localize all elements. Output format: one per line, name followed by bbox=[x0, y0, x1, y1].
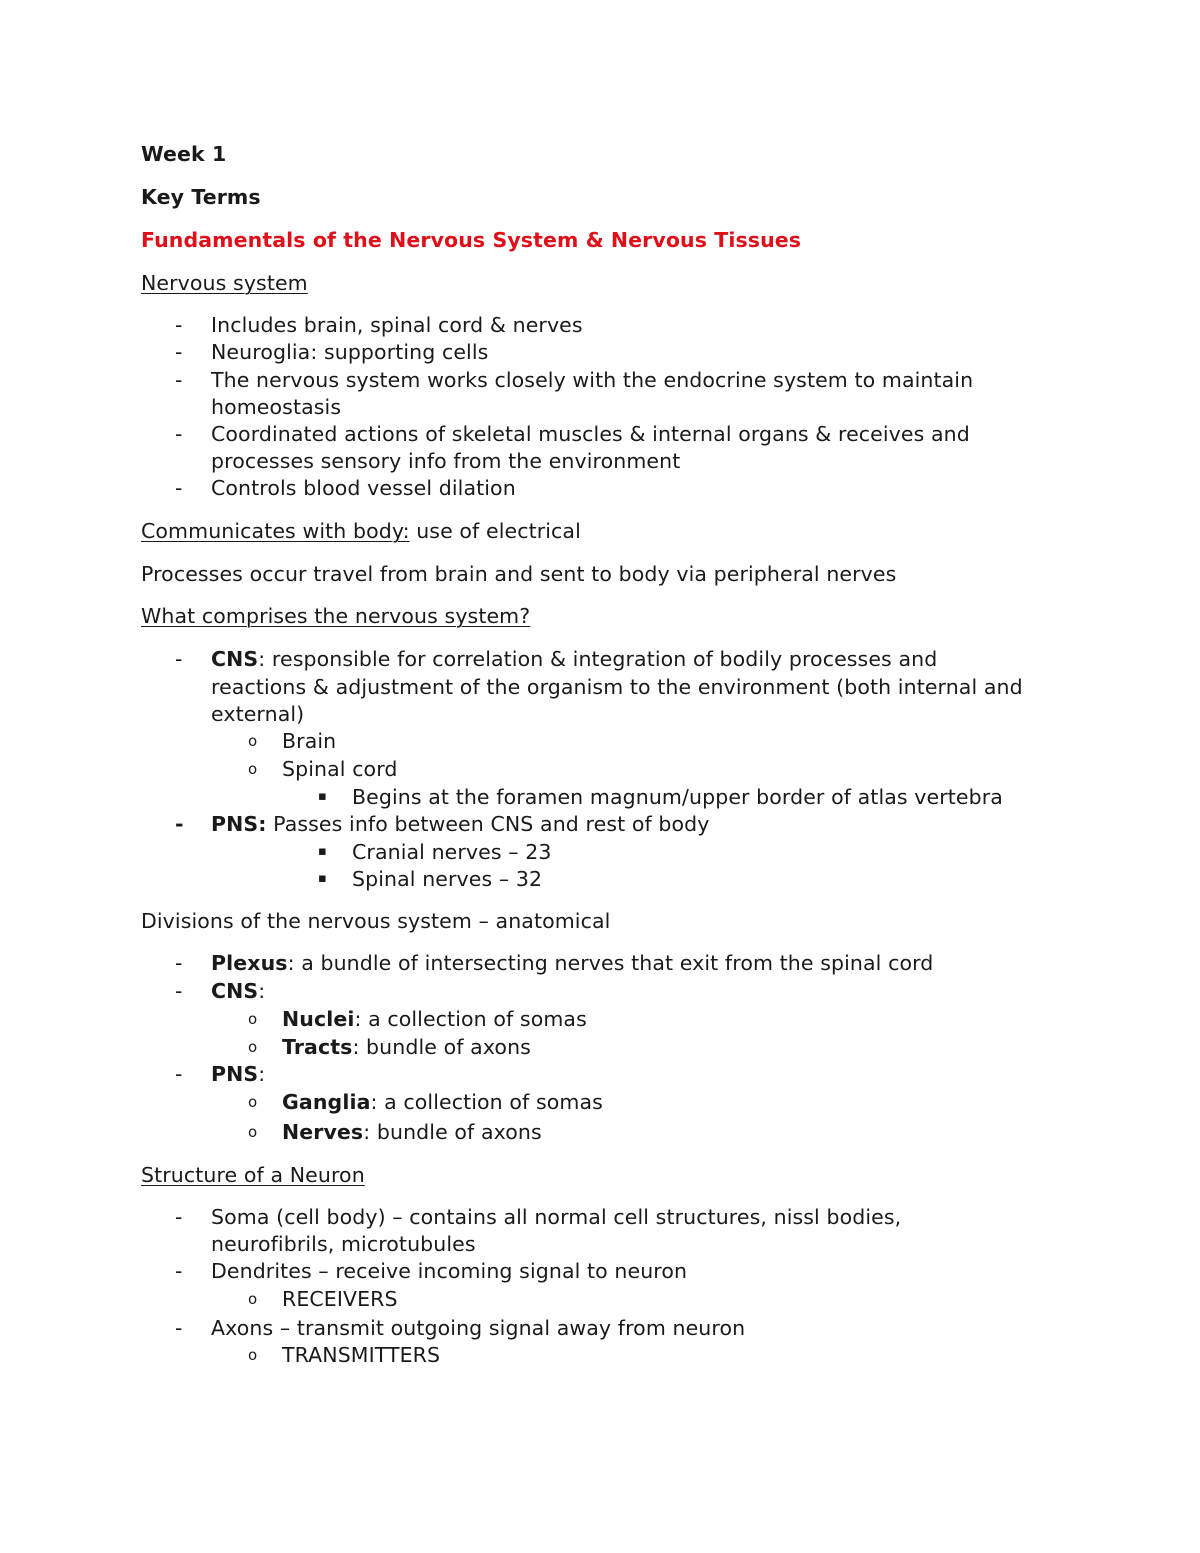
nerves-term: Nerves bbox=[282, 1120, 364, 1144]
communicates-text: use of electrical bbox=[409, 519, 581, 543]
processes-paragraph: Processes occur travel from brain and sent to body via peripheral nerves bbox=[141, 562, 897, 586]
pns-term: PNS: bbox=[211, 812, 267, 836]
dash-bullet: - bbox=[175, 812, 184, 836]
list-item-text bbox=[211, 647, 937, 671]
ganglia-definition: : a collection of somas bbox=[370, 1090, 603, 1114]
list-item-text: Cranial nerves – 23 bbox=[352, 840, 552, 864]
list-item-text bbox=[211, 979, 265, 1003]
dash-bullet: - bbox=[175, 1316, 183, 1340]
list-item-text: Includes brain, spinal cord & nerves bbox=[211, 313, 583, 337]
list-item-text: Controls blood vessel dilation bbox=[211, 476, 516, 500]
nervous-system-title: Nervous system bbox=[141, 271, 308, 295]
cns-definition: : responsible for correlation & integration of bodily processes and bbox=[258, 647, 938, 671]
list-item-text: reactions & adjustment of the organism to the environment (both internal and bbox=[211, 675, 1023, 699]
dash-bullet: - bbox=[175, 647, 183, 671]
list-item-text bbox=[282, 1007, 587, 1031]
section-title: Fundamentals of the Nervous System & Nervous Tissues bbox=[141, 228, 802, 252]
list-item-text: Begins at the foramen magnum/upper border of atlas vertebra bbox=[352, 785, 1003, 809]
dash-bullet: - bbox=[175, 340, 183, 364]
cns-term: CNS bbox=[211, 979, 259, 1003]
dash-bullet: - bbox=[175, 951, 183, 975]
dash-bullet: - bbox=[175, 1062, 183, 1086]
list-item-text: processes sensory info from the environment bbox=[211, 449, 681, 473]
list-item-text bbox=[211, 1062, 265, 1086]
nuclei-term: Nuclei bbox=[282, 1007, 355, 1031]
communicates-paragraph bbox=[141, 519, 581, 543]
circle-bullet: o bbox=[248, 1290, 258, 1308]
cns-term: CNS bbox=[211, 647, 259, 671]
plexus-term: Plexus bbox=[211, 951, 288, 975]
circle-bullet: o bbox=[248, 1038, 258, 1056]
square-bullet: ▪ bbox=[318, 789, 327, 804]
list-item-text: RECEIVERS bbox=[282, 1287, 398, 1311]
list-item-text: Dendrites – receive incoming signal to neuron bbox=[211, 1259, 688, 1283]
key-terms-heading: Key Terms bbox=[141, 185, 261, 209]
neuron-title: Structure of a Neuron bbox=[141, 1163, 365, 1187]
list-item-text bbox=[282, 1120, 542, 1144]
dash-bullet: - bbox=[175, 313, 183, 337]
square-bullet: ▪ bbox=[318, 844, 327, 859]
plexus-definition: : a bundle of intersecting nerves that exit from the spinal cord bbox=[287, 951, 934, 975]
communicates-label: Communicates with body: bbox=[141, 519, 410, 543]
list-item-text bbox=[282, 1090, 603, 1114]
list-item-text: Axons – transmit outgoing signal away from neuron bbox=[211, 1316, 746, 1340]
list-item-text: homeostasis bbox=[211, 395, 342, 419]
nuclei-definition: : a collection of somas bbox=[354, 1007, 587, 1031]
dash-bullet: - bbox=[175, 368, 183, 392]
dash-bullet: - bbox=[175, 1205, 183, 1229]
square-bullet: ▪ bbox=[318, 871, 327, 886]
circle-bullet: o bbox=[248, 1123, 258, 1141]
dash-bullet: - bbox=[175, 979, 183, 1003]
ganglia-term: Ganglia bbox=[282, 1090, 371, 1114]
pns-definition: Passes info between CNS and rest of body bbox=[266, 812, 710, 836]
circle-bullet: o bbox=[248, 760, 258, 778]
list-item-text: Spinal cord bbox=[282, 757, 398, 781]
colon: : bbox=[258, 979, 266, 1003]
divisions-title: Divisions of the nervous system – anatomical bbox=[141, 909, 611, 933]
list-item-text: Spinal nerves – 32 bbox=[352, 867, 543, 891]
dash-bullet: - bbox=[175, 1259, 183, 1283]
circle-bullet: o bbox=[248, 1010, 258, 1028]
comprises-title: What comprises the nervous system? bbox=[141, 604, 531, 628]
list-item-text bbox=[211, 812, 710, 836]
list-item-text: TRANSMITTERS bbox=[282, 1343, 441, 1367]
list-item-text bbox=[211, 951, 933, 975]
list-item-text: external) bbox=[211, 702, 305, 726]
dash-bullet: - bbox=[175, 422, 183, 446]
circle-bullet: o bbox=[248, 732, 258, 750]
list-item-text: neurofibrils, microtubules bbox=[211, 1232, 476, 1256]
week-heading: Week 1 bbox=[141, 142, 227, 166]
nerves-definition: : bundle of axons bbox=[363, 1120, 542, 1144]
circle-bullet: o bbox=[248, 1346, 258, 1364]
list-item-text: Brain bbox=[282, 729, 337, 753]
list-item-text: The nervous system works closely with the endocrine system to maintain bbox=[211, 368, 974, 392]
list-item-text: Soma (cell body) – contains all normal cell structures, nissl bodies, bbox=[211, 1205, 902, 1229]
pns-term: PNS bbox=[211, 1062, 259, 1086]
list-item-text: Coordinated actions of skeletal muscles & internal organs & receives and bbox=[211, 422, 970, 446]
tracts-term: Tracts bbox=[282, 1035, 353, 1059]
colon: : bbox=[258, 1062, 266, 1086]
dash-bullet: - bbox=[175, 476, 183, 500]
list-item-text bbox=[282, 1035, 531, 1059]
tracts-definition: : bundle of axons bbox=[352, 1035, 531, 1059]
circle-bullet: o bbox=[248, 1093, 258, 1111]
list-item-text: Neuroglia: supporting cells bbox=[211, 340, 489, 364]
